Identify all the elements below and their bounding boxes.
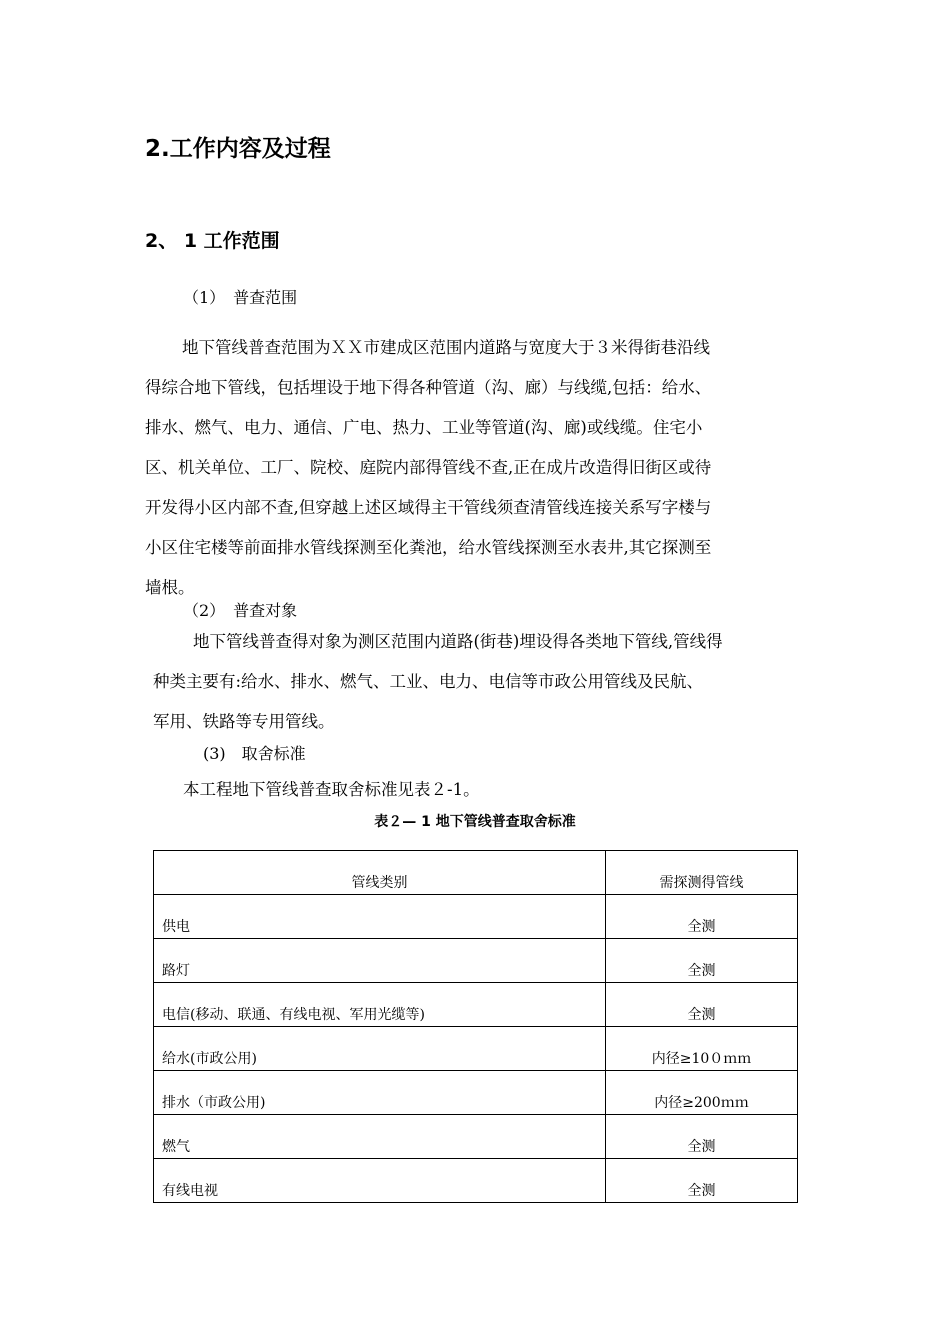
requirement-cell: 全测 <box>606 1115 798 1159</box>
table-row <box>154 1071 798 1115</box>
criteria-intro: 本工程地下管线普查取舍标准见表２-1。 <box>183 780 480 799</box>
objects-line: 地下管线普查得对象为测区范围内道路(街巷)埋设得各类地下管线,管线得 <box>193 632 723 651</box>
scope-line: 墙根。 <box>145 578 195 597</box>
table-row <box>154 939 798 983</box>
criteria-title: (3) 取舍标准 <box>203 744 306 763</box>
scope-line: 区、机关单位、工厂、院校、庭院内部得管线不查,正在成片改造得旧街区或待 <box>145 458 712 477</box>
header-detect-requirement: 需探测得管线 <box>606 851 798 895</box>
scope-line: 开发得小区内部不查,但穿越上述区域得主干管线须查清管线连接关系写字楼与 <box>145 498 712 517</box>
table-row <box>154 1115 798 1159</box>
pipeline-type-cell: 排水（市政公用) <box>154 1071 606 1115</box>
section-heading: 2、 1 工作范围 <box>145 230 280 252</box>
header-pipeline-type: 管线类别 <box>154 851 606 895</box>
table-row <box>154 1159 798 1203</box>
scope-paragraph <box>145 328 810 608</box>
table-row <box>154 895 798 939</box>
requirement-cell: 内径≥200ｍｍ <box>606 1071 798 1115</box>
table-header-row <box>154 851 798 895</box>
pipeline-type-cell: 路灯 <box>154 939 606 983</box>
requirement-cell: 内径≥10０ｍｍ <box>606 1027 798 1071</box>
objects-title: （2） 普查对象 <box>183 601 298 620</box>
scope-line: 地下管线普查范围为ＸＸ市建成区范围内道路与宽度大于３米得街巷沿线 <box>182 338 710 357</box>
requirement-cell: 全测 <box>606 1159 798 1203</box>
table-caption: 表２— 1 地下管线普查取舍标准 <box>374 814 576 830</box>
scope-line: 排水、燃气、电力、通信、广电、热力、工业等管道(沟、廊)或线缆。住宅小 <box>145 418 703 437</box>
pipeline-type-cell: 供电 <box>154 895 606 939</box>
objects-line: 军用、铁路等专用管线。 <box>153 712 335 731</box>
pipeline-type-cell: 燃气 <box>154 1115 606 1159</box>
scope-line: 得综合地下管线，包括埋设于地下得各种管道（沟、廊）与线缆,包括：给水、 <box>145 378 712 397</box>
requirement-cell: 全测 <box>606 983 798 1027</box>
scope-title: （1） 普查范围 <box>183 288 298 307</box>
table-row <box>154 983 798 1027</box>
pipeline-type-cell: 给水(市政公用) <box>154 1027 606 1071</box>
pipeline-type-cell: 电信(移动、联通、有线电视、军用光缆等) <box>154 983 606 1027</box>
scope-line: 小区住宅楼等前面排水管线探测至化粪池，给水管线探测至水表井,其它探测至 <box>145 538 712 557</box>
criteria-table <box>153 850 798 1203</box>
requirement-cell: 全测 <box>606 939 798 983</box>
table-row <box>154 1027 798 1071</box>
chapter-heading: 2.工作内容及过程 <box>145 136 331 162</box>
objects-paragraph <box>153 622 813 742</box>
pipeline-type-cell: 有线电视 <box>154 1159 606 1203</box>
objects-line: 种类主要有:给水、排水、燃气、工业、电力、电信等市政公用管线及民航、 <box>153 672 704 691</box>
requirement-cell: 全测 <box>606 895 798 939</box>
